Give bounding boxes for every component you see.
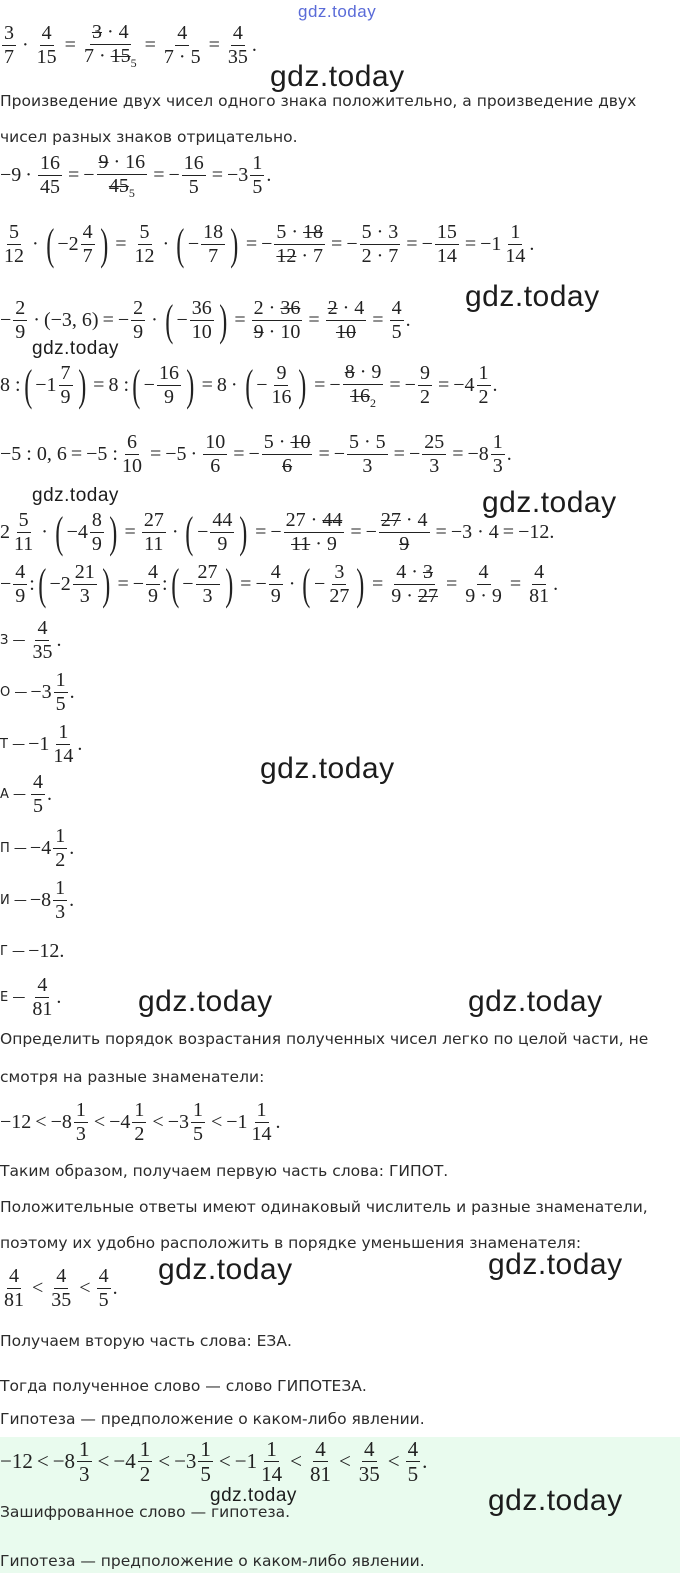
watermark: gdz.today: [138, 985, 273, 1018]
text-line: Гипотеза — предположение о каком-либо явлении.: [0, 1410, 425, 1428]
text-line: Произведение двух чисел одного знака положительно, а произведение двух: [0, 92, 637, 110]
watermark-top: gdz.today: [298, 2, 377, 21]
watermark: gdz.today: [468, 985, 603, 1018]
equation-2: −9 · $\frac{16}{45}$ = − $\frac{9 \cdot 16}{45_5}$ = − $\frac{16}{5}$ = −3 $\frac{1}{5}$ .: [0, 151, 272, 200]
answer-z: З — $\frac{4}{35}$ .: [0, 617, 62, 663]
equation-8: − $\frac{4}{9}$ : ( −2 $\frac{21}{3}$ ) = − $\frac{4}{9}$ : ( − $\frac{27}{3}$ ) = − $\frac{4}{9}$ · ( − $\frac{3}{27}$ ) = $\frac{4 \cdot 3}{9 \cdot 27}$ = $\frac{4}{9 \cdot 9}$ = $\frac{4}{81}$ .: [0, 559, 559, 609]
watermark: gdz.today: [488, 1484, 623, 1517]
watermark: gdz.today: [260, 752, 395, 785]
watermark: gdz.today: [270, 60, 405, 93]
text-line: Зашифрованное слово — гипотеза.: [0, 1503, 291, 1521]
equation-7: 2 $\frac{5}{11}$ · ( −4 $\frac{8}{9}$ ) = $\frac{27}{11}$ · ( − $\frac{44}{9}$ ) = − $\frac{27 \cdot 44}{11 \cdot 9}$ = − $\frac{27 \cdot 4}{9}$ = −3 · 4 = −12.: [0, 507, 555, 557]
watermark: gdz.today: [158, 1253, 293, 1286]
text-line: Тогда полученное слово — слово ГИПОТЕЗА.: [0, 1377, 367, 1395]
text-line: чисел разных знаков отрицательно.: [0, 128, 298, 146]
equation-6: −5 : 0, 6 = −5 : $\frac{6}{10}$ = −5 · $\frac{10}{6}$ = − $\frac{5 \cdot 10}{6}$ = − $\frac{5 \cdot 5}{3}$ = − $\frac{25}{3}$ = −8 $\frac{1}{3}$ .: [0, 431, 512, 477]
answer-i: И — −8 $\frac{1}{3}$ .: [0, 877, 75, 923]
order-inequality: −12 < −8 $\frac{1}{3}$ < −4 $\frac{1}{2}$ < −3 $\frac{1}{5}$ < −1 $\frac{1}{14}$ .: [0, 1099, 281, 1145]
watermark: gdz.today: [482, 486, 617, 519]
equation-5: 8 : ( −1 $\frac{7}{9}$ ) = 8 : ( − $\frac{16}{9}$ ) = 8 · ( − $\frac{9}{16}$ ) = − $\frac{8 \cdot 9}{16_2}$ = − $\frac{9}{2}$ = −4 $\frac{1}{2}$ .: [0, 360, 498, 410]
watermark: gdz.today: [32, 485, 119, 506]
equation-4: − $\frac{2}{9}$ · (−3, 6) = − $\frac{2}{9}$ · ( − $\frac{36}{10}$ ) = $\frac{2 \cdot 36}{9 \cdot 10}$ = $\frac{2 \cdot 4}{10}$ = $\frac{4}{5}$ .: [0, 295, 411, 345]
positive-inequality: $\frac{4}{81}$ < $\frac{4}{35}$ < $\frac{4}{5}$ .: [4, 1265, 118, 1311]
text-line: смотря на разные знаменатели:: [0, 1068, 265, 1086]
equation-3: $\frac{5}{12}$ · ( −2 $\frac{4}{7}$ ) = $\frac{5}{12}$ · ( − $\frac{18}{7}$ ) = − $\frac{5 \cdot 18}{12 \cdot 7}$ = − $\frac{5 \cdot 3}{2 \cdot 7}$ = − $\frac{15}{14}$ = −1 $\frac{1}{14}$ .: [4, 219, 535, 269]
watermark: gdz.today: [465, 280, 600, 313]
answer-o: О — −3 $\frac{1}{5}$ .: [0, 669, 75, 715]
watermark: gdz.today: [210, 1485, 297, 1506]
watermark: gdz.today: [488, 1248, 623, 1281]
text-line: Гипотеза — предположение о каком-либо явлении.: [0, 1552, 425, 1570]
final-inequality: −12 < −8 $\frac{1}{3}$ < −4 $\frac{1}{2}$ < −3 $\frac{1}{5}$ < −1 $\frac{1}{14}$ < $\frac{4}{81}$ < $\frac{4}{35}$ < $\frac{4}{5}$ .: [0, 1437, 428, 1487]
text-line: Таким образом, получаем первую часть слова: ГИПОТ.: [0, 1162, 449, 1180]
answer-t: Т — −1 $\frac{1}{14}$ .: [0, 721, 83, 767]
watermark: gdz.today: [32, 338, 119, 359]
answer-g: Г — −12.: [0, 940, 65, 962]
answer-a: А — $\frac{4}{5}$ .: [0, 771, 53, 817]
text-line: Получаем вторую часть слова: ЕЗА.: [0, 1332, 292, 1350]
text-line: поэтому их удобно расположить в порядке уменьшения знаменателя:: [0, 1234, 582, 1252]
equation-1: $\frac{3}{7}$ · $\frac{4}{15}$ = $\frac{3 \cdot 4}{7 \cdot 15_5}$ = $\frac{4}{7 \cdot 5}$ = $\frac{4}{35}$ .: [4, 21, 257, 70]
text-line: Положительные ответы имеют одинаковый числитель и разные знаменатели,: [0, 1198, 648, 1216]
text-line: Определить порядок возрастания полученных чисел легко по целой части, не: [0, 1030, 649, 1048]
answer-p: П — −4 $\frac{1}{2}$ .: [0, 825, 75, 871]
answer-e: Е — $\frac{4}{81}$ .: [0, 974, 62, 1020]
